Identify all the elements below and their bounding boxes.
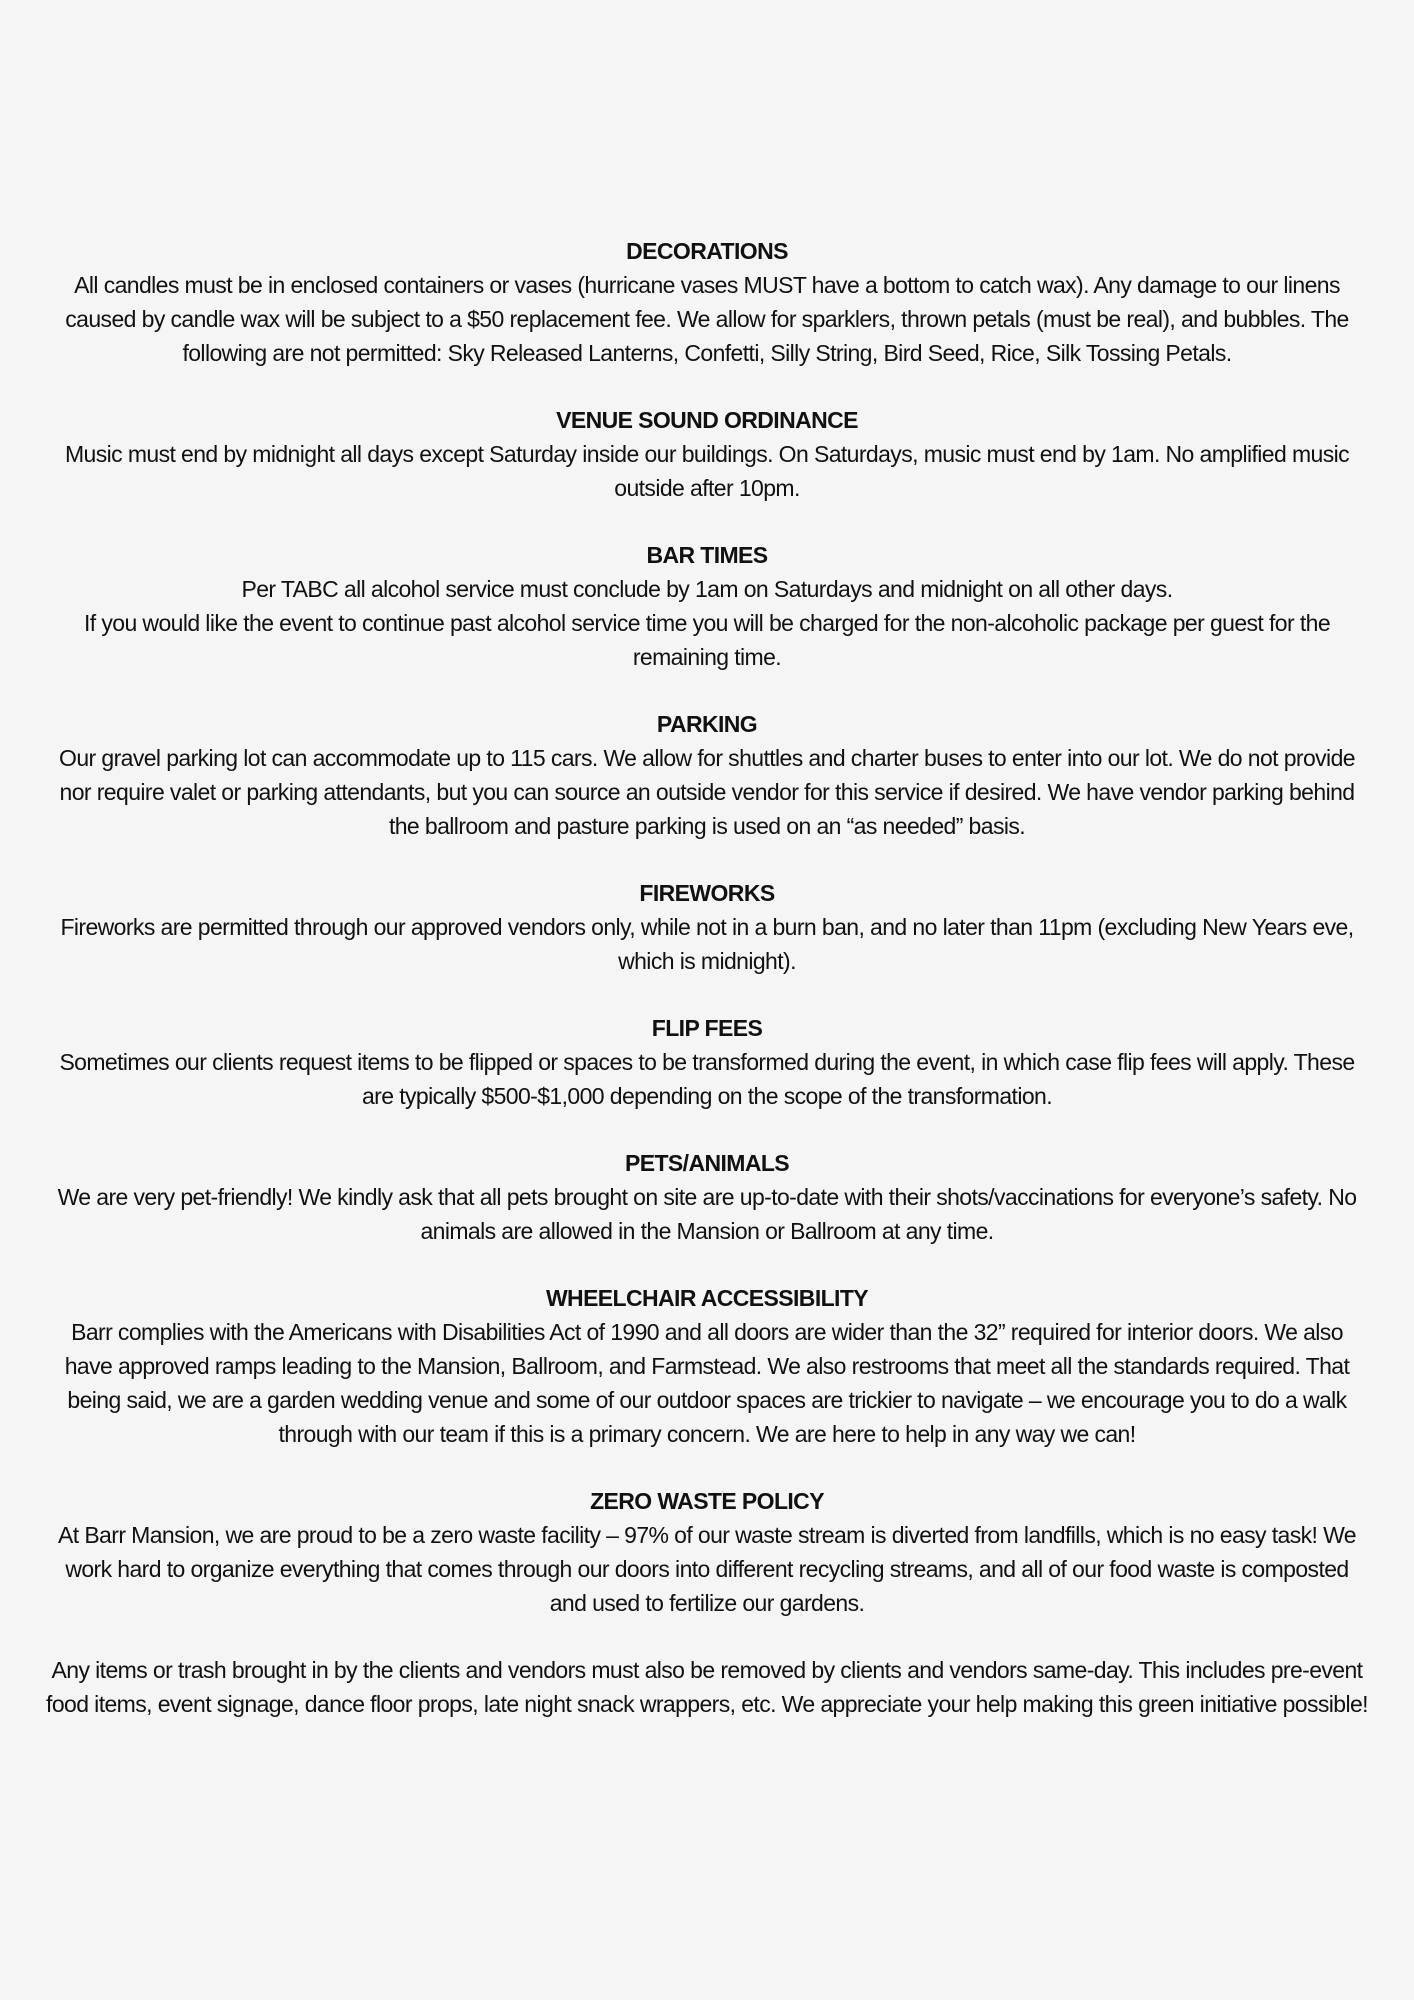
section-heading: WHEELCHAIR ACCESSIBILITY <box>545 1285 869 1311</box>
section-fireworks <box>46 876 1368 978</box>
section-paragraph: Fireworks are permitted through our approved vendors only, while not in a burn ban, and no later than 11pm (excluding New Years eve, which is midnight). <box>60 914 1354 974</box>
section-heading: BAR TIMES <box>646 542 768 568</box>
section-venue-sound-ordinance <box>46 403 1368 505</box>
section-paragraph: All candles must be in enclosed containers or vases (hurricane vases MUST have a bottom to catch wax). Any damage to our linens caused by candle wax will be subject to a $50 replacement fee. We allow for sparklers, thrown petals (must be real), and bubbles. The following are not permitted: Sky Released Lanterns, Confetti, Silly String, Bird Seed, Rice, Silk Tossing Petals. <box>65 272 1349 366</box>
section-heading: ZERO WASTE POLICY <box>590 1488 824 1514</box>
section-paragraph: Our gravel parking lot can accommodate up to 115 cars. We allow for shuttles and charter buses to enter into our lot. We do not provide nor require valet or parking attendants, but you can source an outside vendor for this service if desired. We have vendor parking behind the ballroom and pasture parking is used on an “as needed” basis. <box>59 745 1355 839</box>
section-trash-removal <box>46 1653 1368 1721</box>
section-wheelchair-accessibility <box>46 1281 1368 1451</box>
section-paragraph: Music must end by midnight all days except Saturday inside our buildings. On Saturdays, music must end by 1am. No amplified music outside after 10pm. <box>64 441 1350 501</box>
section-paragraph: Per TABC all alcohol service must conclude by 1am on Saturdays and midnight on all other days. <box>241 576 1173 602</box>
section-zero-waste-policy <box>46 1484 1368 1620</box>
section-pets-animals <box>46 1146 1368 1248</box>
section-heading: FIREWORKS <box>639 880 775 906</box>
section-flip-fees <box>46 1011 1368 1113</box>
section-heading: VENUE SOUND ORDINANCE <box>556 407 858 433</box>
section-bar-times <box>46 538 1368 674</box>
section-paragraph: If you would like the event to continue past alcohol service time you will be charged for the non-alcoholic package per guest for the remaining time. <box>83 610 1331 670</box>
section-paragraph: We are very pet-friendly! We kindly ask that all pets brought on site are up-to-date with their shots/vaccinations for everyone’s safety. No animals are allowed in the Mansion or Ballroom at any time. <box>57 1184 1357 1244</box>
section-paragraph: Barr complies with the Americans with Disabilities Act of 1990 and all doors are wider than the 32” required for interior doors. We also have approved ramps leading to the Mansion, Ballroom, and Farmstead. We also restrooms that meet all the standards required. That being said, we are a garden wedding venue and some of our outdoor spaces are trickier to navigate – we encourage you to do a walk through with our team if this is a primary concern. We are here to help in any way we can! <box>64 1319 1350 1447</box>
section-heading: FLIP FEES <box>651 1015 763 1041</box>
section-paragraph: Sometimes our clients request items to be flipped or spaces to be transformed during the event, in which case flip fees will apply. These are typically $500-$1,000 depending on the scope of the transformation. <box>59 1049 1355 1109</box>
section-paragraph: At Barr Mansion, we are proud to be a zero waste facility – 97% of our waste stream is diverted from landfills, which is no easy task! We work hard to organize everything that comes through our doors into different recycling streams, and all of our food waste is composted and used to fertilize our gardens. <box>58 1522 1356 1616</box>
section-parking <box>46 707 1368 843</box>
section-decorations <box>46 234 1368 370</box>
section-paragraph: Any items or trash brought in by the clients and vendors must also be removed by clients and vendors same-day. This includes pre-event food items, event signage, dance floor props, late night snack wrappers, etc. We appreciate your help making this green initiative possible! <box>46 1657 1368 1717</box>
section-heading: DECORATIONS <box>626 238 788 264</box>
section-heading: PARKING <box>656 711 758 737</box>
section-heading: PETS/ANIMALS <box>624 1150 790 1176</box>
